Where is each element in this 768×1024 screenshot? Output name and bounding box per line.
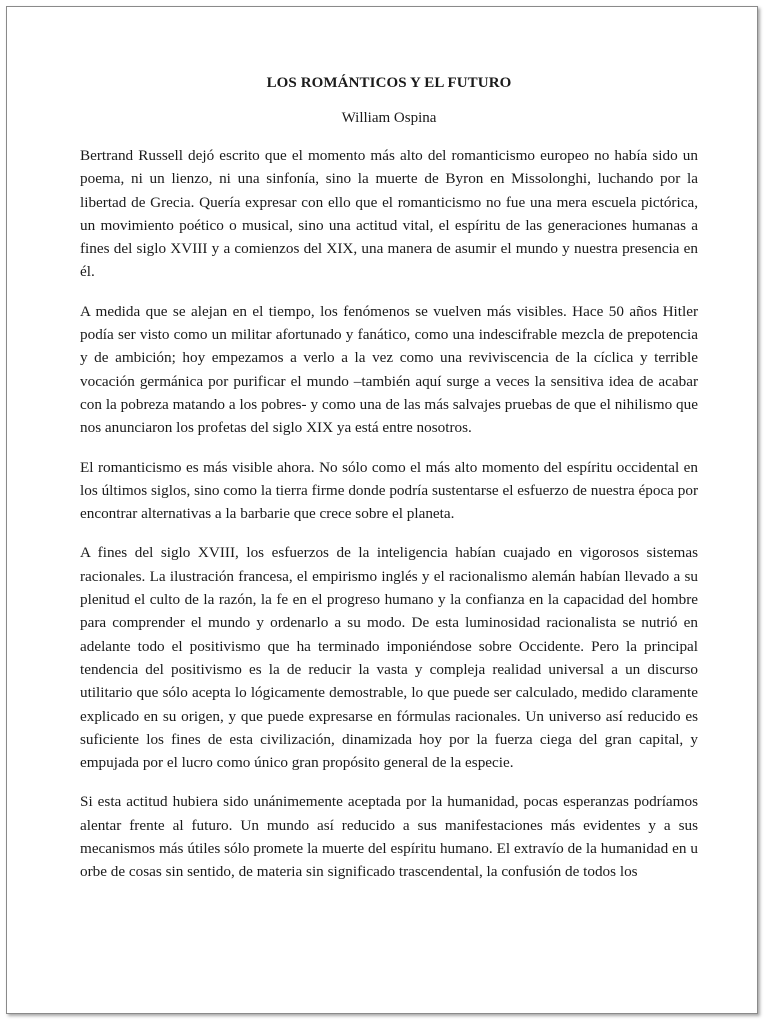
document-author: William Ospina: [341, 110, 437, 126]
document-body: [80, 73, 698, 900]
paragraph-2: A medida que se alejan en el tiempo, los fenómenos se vuelven más visibles. Hace 50 años Hitler podía ser visto como un militar afortunado y fanático, como una indescifrable mezcla de prepotencia y de ambición; hoy empezamos a verlo a la vez como una reviviscencia de la cíclica y terrible vocación germánica por purificar el mundo –también aquí surge a veces la sensitiva idea de acabar con la pobreza matando a los pobres- y como una de las más salvajes pruebas de que el nihilismo que nos anunciaron los profetas del siglo XIX ya está entre nosotros.: [80, 302, 698, 437]
document-title: LOS ROMÁNTICOS Y EL FUTURO: [266, 75, 512, 91]
paragraph-4: A fines del siglo XVIII, los esfuerzos de la inteligencia habían cuajado en vigorosos sistemas racionales. La ilustración francesa, el empirismo inglés y el racionalismo alemán habían llevado a su plenitud el culto de la razón, la fe en el progreso humano y la confianza en la capacidad del hombre para comprender el mundo y ordenarlo a su modo. De esta luminosidad racionalista se nutrió en adelante todo el positivismo que ha terminado imponiéndose sobre Occidente. Pero la principal tendencia del positivismo es la de reducir la vasta y compleja realidad universal a un discurso utilitario que sólo acepta lo lógicamente demostrable, lo que puede ser calculado, medido claramente explicado en su origen, y que puede expresarse en fórmulas racionales. Un universo así reducido es suficiente los fines de esta civilización, dinamizada hoy por la fuerza ciega del gran capital, y empujada por el lucro como único gran propósito general de la especie.: [80, 544, 698, 772]
paragraph-5: Si esta actitud hubiera sido unánimemente aceptada por la humanidad, pocas esperanzas podríamos alentar frente al futuro. Un mundo así reducido a sus manifestaciones más evidentes y a sus mecanismos más útiles sólo promete la muerte del espíritu humano. El extravío de la humanidad en u orbe de cosas sin sentido, de materia sin significado trascendental, la confusión de todos los: [80, 793, 698, 881]
paragraph-3: El romanticismo es más visible ahora. No sólo como el más alto momento del espíritu occidental en los últimos siglos, sino como la tierra firme donde podría sustentarse el esfuerzo de nuestra época por encontrar alternativas a la barbarie que crece sobre el planeta.: [80, 458, 698, 523]
paragraph-1: Bertrand Russell dejó escrito que el momento más alto del romanticismo europeo no había sido un poema, ni un lienzo, ni una sinfonía, sino la muerte de Byron en Missolonghi, luchando por la libertad de Grecia. Quería expresar con ello que el romanticismo no fue una mera escuela pictórica, un movimiento poético o musical, sino una actitud vital, el espíritu de las generaciones humanas a fines del siglo XVIII y a comienzos del XIX, una manera de asumir el mundo y nuestra presencia en él.: [80, 147, 698, 281]
document-page: [6, 6, 758, 1014]
